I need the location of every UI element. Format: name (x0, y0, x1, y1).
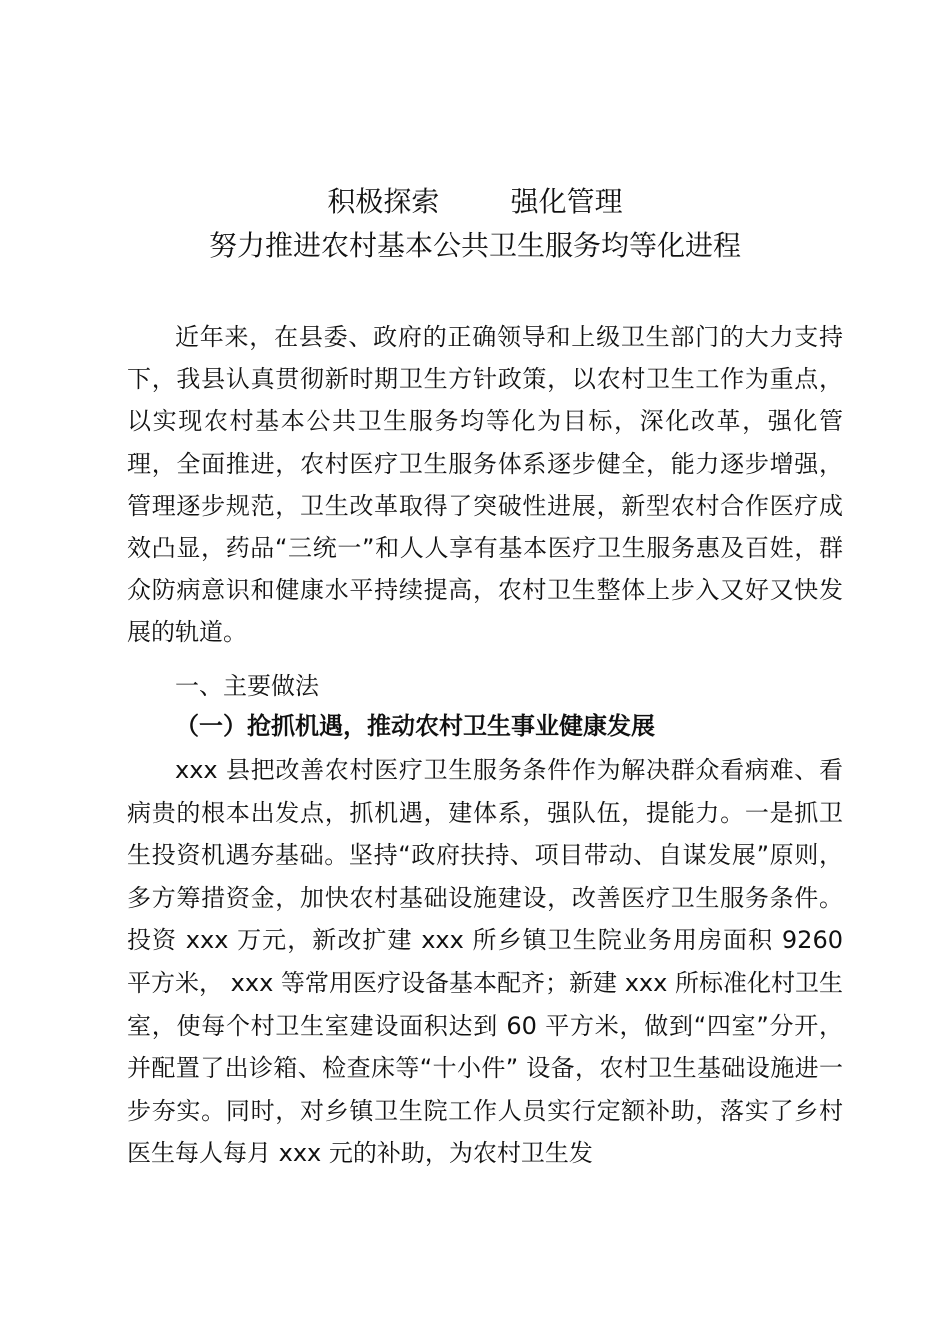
document-title-line-1: 积极探索 强化管理 (327, 185, 623, 218)
subsection-heading: （一）抢抓机遇，推动农村卫生事业健康发展 (175, 712, 655, 740)
intro-paragraph: 近年来，在县委、政府的正确领导和上级卫生部门的大力支持下，我县认真贯彻新时期卫生方针政策，以农村卫生工作为重点，以实现农村基本公共卫生服务均等化为目标，深化改革，强化管理，全面推进，农村医疗卫生服务体系逐步健全，能力逐步增强，管理逐步规范，卫生改革取得了突破性进展，新型农村合作医疗成效凸显，药品“三统一”和人人享有基本医疗卫生服务惠及百姓，群众防病意识和健康水平持续提高，农村卫生整体上步入又好又快发展的轨道。 (127, 323, 843, 647)
body-paragraph: xxx 县把改善农村医疗卫生服务条件作为解决群众看病难、看病贵的根本出发点，抓机遇，建体系，强队伍，提能力。一是抓卫生投资机遇夯基础。坚持“政府扶持、项目带动、自谋发展”原则，多方筹措资金，加快农村基础设施建设，改善医疗卫生服务条件。投资 xxx 万元，新改扩建 xxx 所乡镇卫生院业务用房面积 9260 平方米， xxx 等常用医疗设备基本配齐；新建 xxx 所标准化村卫生室，使每个村卫生室建设面积达到 60 平方米，做到“四室”分开，并配置了出诊箱、检查床等“十小件” 设备，农村卫生基础设施进一步夯实。同时，对乡镇卫生院工作人员实行定额补助，落实了乡村医生每人每月 xxx 元的补助，为农村卫生发 (127, 756, 843, 1168)
section-heading: 一、主要做法 (175, 672, 319, 700)
document-title-line-2: 努力推进农村基本公共卫生服务均等化进程 (208, 229, 741, 262)
